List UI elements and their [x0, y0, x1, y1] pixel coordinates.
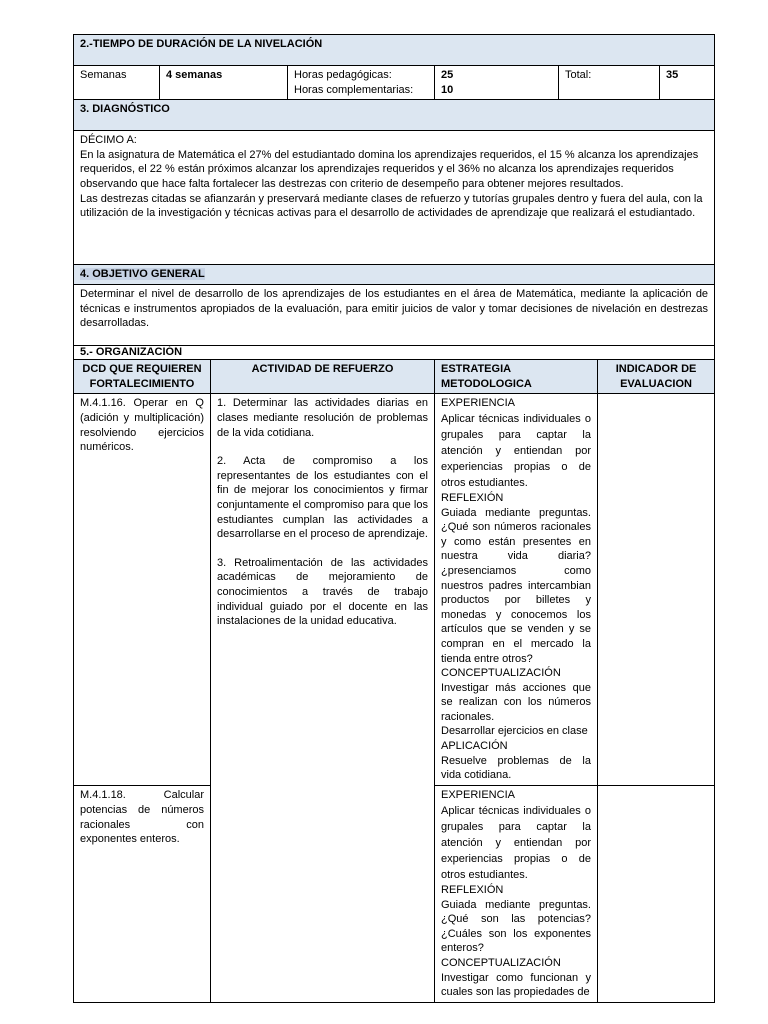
aplicacion-text-1: Resuelve problemas de la vida cotidiana. — [441, 754, 591, 782]
experiencia-title-2: EXPERIENCIA — [441, 789, 515, 802]
col-estrategia-header: ESTRATEGIA METODOLOGICA — [435, 360, 598, 394]
reflexion-title-2: REFLEXIÓN — [441, 883, 504, 896]
conceptualizacion-text-2: Investigar como funcionan y cuales son las propiedades de — [441, 971, 591, 999]
estrategia-row-1 — [435, 394, 598, 786]
col-indicador-header: INDICADOR DE EVALUACION — [598, 360, 715, 394]
conceptualizacion-text-1: Investigar más acciones que se realizan con los números racionales. — [441, 681, 591, 723]
actividad-3: 3. Retroalimentación de las actividades académicas de mejoramiento de conocimientos a través de trabajo individual guiado por el docente en las instalaciones de la unidad educativa. — [217, 556, 428, 628]
actividad-2: 2. Acta de compromiso a los representantes de los estudiantes con el fin de mejorar los conocimientos y firmar conjuntamente el compromiso para que los estudiantes cumplan las actividades a desarrollarse en el proceso de aprendizaje. — [217, 455, 428, 541]
experiencia-text-2: Aplicar técnicas individuales o grupales para captar la atención y entiendan por experiencias propias o de otros estudiantes. — [441, 804, 591, 881]
estrategia-row-2 — [435, 786, 598, 1002]
horas-complementarias-label: Horas complementarias: — [294, 83, 414, 96]
section5-title: 5.- ORGANIZACIÓN — [74, 346, 715, 360]
reflexion-text-2: Guiada mediante preguntas. ¿Qué son las potencias? ¿Cuáles son los exponentes enteros? — [441, 898, 591, 955]
planning-table — [73, 34, 715, 1003]
experiencia-title-1: EXPERIENCIA — [441, 397, 515, 410]
reflexion-text-1: Guiada mediante preguntas. ¿Qué son números racionales y como están presentes en nuestra vida diaria? ¿presenciamos como nuestros padres intercambian productos por billetes y monedas y conocemos los artículos que se venden y se compran en el mercado la tienda entre otros? — [441, 506, 591, 665]
actividad-1: 1. Determinar las actividades diarias en clases mediante resolución de problemas de la vida cotidiana. — [217, 397, 428, 439]
indicador-row-2 — [598, 786, 715, 1002]
horas-values — [435, 66, 559, 100]
experiencia-text-1: Aplicar técnicas individuales o grupales para captar la atención y entiendan por experiencias propias o de otros estudiantes. — [441, 412, 591, 489]
total-label: Total: — [559, 66, 660, 100]
objetivo-text: Determinar el nivel de desarrollo de los aprendizajes de los estudiantes en el área de Matemática, mediante la aplicación de técnicas e instrumentos apropiados de la evaluación, para emitir juicios de valor y tomar decisiones de nivelación en destrezas desarrolladas. — [74, 285, 715, 346]
section4-title-cell — [74, 265, 715, 285]
total-value: 35 — [660, 66, 715, 100]
horas-labels — [288, 66, 435, 100]
horas-pedagogicas-value: 25 — [441, 69, 454, 81]
col-dcd-header: DCD QUE REQUIEREN FORTALECIMIENTO — [74, 360, 211, 394]
col-actividad-header: ACTIVIDAD DE REFUERZO — [211, 360, 435, 394]
conceptualizacion-title-1: CONCEPTUALIZACIÓN — [441, 667, 561, 680]
conceptualizacion-title-2: CONCEPTUALIZACIÓN — [441, 956, 561, 969]
section4-title: 4. OBJETIVO GENERAL — [80, 268, 205, 281]
semanas-value: 4 semanas — [160, 66, 288, 100]
aplicacion-title-1: APLICACIÓN — [441, 740, 508, 753]
reflexion-title-1: REFLEXIÓN — [441, 491, 504, 504]
actividad-cell — [211, 394, 435, 1002]
dcd-row-1: M.4.1.16. Operar en Q (adición y multiplicación) resolviendo ejercicios numéricos. — [74, 394, 211, 786]
section3-title: 3. DIAGNÓSTICO — [74, 100, 715, 131]
dcd-row-2: M.4.1.18. Calcular potencias de números racionales con exponentes enteros. — [74, 786, 211, 1002]
horas-pedagogicas-label: Horas pedagógicas: — [294, 69, 392, 81]
semanas-label: Semanas — [74, 66, 160, 100]
diagnostico-paragraph-1: En la asignatura de Matemática el 27% del estudiantado domina los aprendizajes requeridos, el 15 % alcanza los aprendizajes requeridos, el 22 % están próximos alcanzar los aprendizajes requeridos y el 36% no alcanza los aprendizajes requeridos observando que hace falta fortalecer las destrezas con criterio de desempeño para obtener mejores resultados. — [80, 148, 699, 190]
section2-title: 2.-TIEMPO DE DURACIÓN DE LA NIVELACIÓN — [74, 35, 715, 66]
diagnostico-paragraph-2: Las destrezas citadas se afianzarán y preservará mediante clases de refuerzo y tutorías grupales dentro y fuera del aula, con la utilización de la investigación y técnicas activas para el desarrollo de actividades de aprendizaje que realizará el estudiantado. — [80, 192, 703, 220]
diagnostico-course: DÉCIMO A: — [80, 134, 137, 147]
document-page — [73, 34, 714, 1003]
indicador-row-1 — [598, 394, 715, 786]
diagnostico-body — [74, 131, 715, 265]
conceptualizacion-text2-1: Desarrollar ejercicios en clase — [441, 725, 588, 738]
horas-complementarias-value: 10 — [441, 83, 454, 96]
